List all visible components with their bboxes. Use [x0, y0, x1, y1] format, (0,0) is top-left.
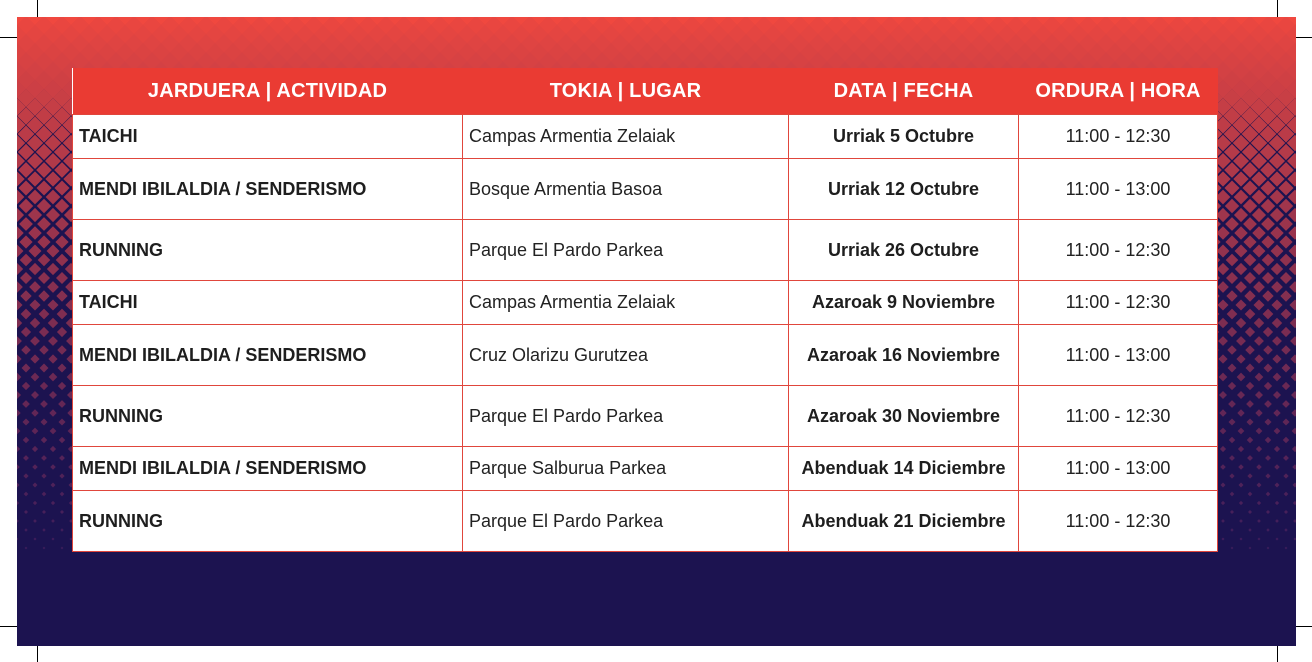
cell-time: 11:00 - 13:00	[1019, 447, 1218, 491]
cell-date: Azaroak 30 Noviembre	[789, 386, 1019, 447]
cell-time: 11:00 - 13:00	[1019, 159, 1218, 220]
crop-mark-right-top	[1295, 37, 1312, 38]
poster-panel	[17, 17, 1296, 646]
cell-place: Campas Armentia Zelaiak	[463, 281, 789, 325]
table-row	[73, 220, 1218, 281]
table-row	[73, 325, 1218, 386]
cell-activity: RUNNING	[73, 386, 463, 447]
table-row	[73, 386, 1218, 447]
cell-time: 11:00 - 12:30	[1019, 220, 1218, 281]
cell-place: Campas Armentia Zelaiak	[463, 115, 789, 159]
crop-mark-left-top	[0, 37, 17, 38]
cell-activity: MENDI IBILALDIA / SENDERISMO	[73, 325, 463, 386]
header-date: DATA | FECHA	[789, 68, 1019, 115]
cell-place: Cruz Olarizu Gurutzea	[463, 325, 789, 386]
crop-mark-top-left	[37, 0, 38, 17]
table-row	[73, 447, 1218, 491]
cell-date: Urriak 12 Octubre	[789, 159, 1019, 220]
cell-time: 11:00 - 12:30	[1019, 386, 1218, 447]
cell-date: Urriak 5 Octubre	[789, 115, 1019, 159]
cell-date: Abenduak 14 Diciembre	[789, 447, 1019, 491]
table-row	[73, 281, 1218, 325]
table-row	[73, 491, 1218, 552]
cell-time: 11:00 - 12:30	[1019, 281, 1218, 325]
crop-mark-bottom-right	[1277, 646, 1278, 662]
activity-schedule-table	[72, 68, 1218, 552]
cell-place: Parque El Pardo Parkea	[463, 220, 789, 281]
cell-place: Bosque Armentia Basoa	[463, 159, 789, 220]
cell-activity: MENDI IBILALDIA / SENDERISMO	[73, 447, 463, 491]
cell-activity: MENDI IBILALDIA / SENDERISMO	[73, 159, 463, 220]
cell-time: 11:00 - 13:00	[1019, 325, 1218, 386]
cell-date: Azaroak 9 Noviembre	[789, 281, 1019, 325]
crop-mark-right-bottom	[1295, 626, 1312, 627]
cell-date: Urriak 26 Octubre	[789, 220, 1019, 281]
table-header-row	[73, 68, 1218, 115]
cell-activity: TAICHI	[73, 115, 463, 159]
header-activity: JARDUERA | ACTIVIDAD	[73, 68, 463, 115]
cell-time: 11:00 - 12:30	[1019, 491, 1218, 552]
cell-date: Abenduak 21 Diciembre	[789, 491, 1019, 552]
crop-mark-top-right	[1277, 0, 1278, 17]
cell-place: Parque Salburua Parkea	[463, 447, 789, 491]
cell-activity: RUNNING	[73, 491, 463, 552]
table-row	[73, 115, 1218, 159]
crop-mark-bottom-left	[37, 646, 38, 662]
cell-date: Azaroak 16 Noviembre	[789, 325, 1019, 386]
cell-place: Parque El Pardo Parkea	[463, 491, 789, 552]
crop-mark-left-bottom	[0, 626, 17, 627]
header-place: TOKIA | LUGAR	[463, 68, 789, 115]
cell-activity: TAICHI	[73, 281, 463, 325]
cell-place: Parque El Pardo Parkea	[463, 386, 789, 447]
cell-activity: RUNNING	[73, 220, 463, 281]
table-row	[73, 159, 1218, 220]
header-time: ORDURA | HORA	[1019, 68, 1218, 115]
cell-time: 11:00 - 12:30	[1019, 115, 1218, 159]
